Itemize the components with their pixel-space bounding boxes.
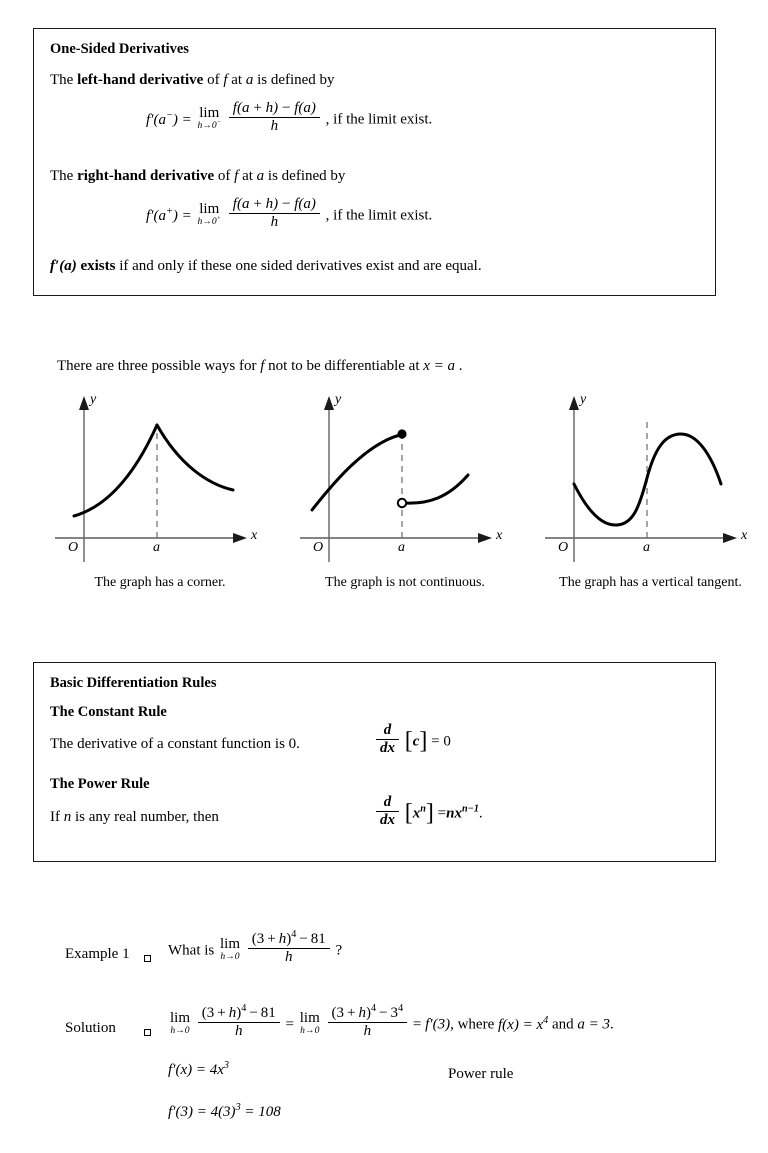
example-question-post: ? xyxy=(335,942,343,959)
right-hand-derivative-equation xyxy=(146,196,433,234)
x-axis-arrowhead xyxy=(723,533,737,543)
sol1-where: , where xyxy=(450,1016,495,1033)
sol1-fprime3: f′(3) xyxy=(425,1016,451,1033)
bracket-close: ] xyxy=(419,728,428,755)
right-eq-numerator: f(a + h) − f(a) xyxy=(232,196,316,213)
sol1-fx: $f(x) = x^4$ xyxy=(497,1014,549,1033)
sol1-denominator-b: h xyxy=(328,1022,408,1040)
conclusion-rest: if and only if these one sided derivatives exist and are equal. xyxy=(115,258,482,274)
bracket-open: [ xyxy=(404,728,413,755)
curve-lower-branch xyxy=(406,475,468,503)
right-hand-derivative-sentence xyxy=(50,167,345,186)
a-label: a xyxy=(398,540,405,555)
power-rule-arg-base: x xyxy=(412,805,421,822)
curve-left-branch xyxy=(74,425,157,516)
x-axis-arrowhead xyxy=(478,533,492,543)
sol1-and: and xyxy=(548,1016,578,1033)
conclusion-exists: exists xyxy=(76,258,116,274)
left-eq-tail: , if the limit exist. xyxy=(325,111,433,128)
constant-rule-ddx xyxy=(376,722,399,757)
x-axis-label: x xyxy=(251,528,258,543)
left-hand-derivative-equation xyxy=(146,100,433,138)
power-rule-equals: = xyxy=(437,805,447,822)
bracket-close: ] xyxy=(425,800,434,827)
right-eq-limit-main: lim xyxy=(199,200,220,217)
constant-rule-dx: dx xyxy=(376,739,399,757)
intro-pre: There are three possible ways for xyxy=(57,358,261,374)
left-eq-limit-main: lim xyxy=(199,104,220,121)
left-hand-derivative-term: left-hand derivative xyxy=(77,72,204,88)
y-axis-label: y xyxy=(90,392,97,407)
sol1-limit-a-sub: h→0 xyxy=(170,1024,190,1036)
right-hand-derivative-term: right-hand derivative xyxy=(77,168,215,184)
figure-discontinuous xyxy=(300,392,510,562)
one-sided-derivatives-box xyxy=(33,28,716,296)
conclusion-fprime: f′(a) xyxy=(50,258,77,274)
sol1-limit-a-main: lim xyxy=(170,1009,191,1026)
sol1-equals-2: = xyxy=(412,1016,422,1033)
right-sentence-f: f xyxy=(234,168,239,184)
sol1-numerator-b: $(3 + h)^4 - 3^4$ xyxy=(331,1003,404,1022)
power-rule-ddx xyxy=(376,794,399,829)
figure-vertical-tangent-svg xyxy=(545,392,760,562)
origin-label: O xyxy=(313,540,324,555)
y-axis-label: y xyxy=(580,392,587,407)
one-sided-conclusion xyxy=(50,257,482,276)
figure-vertical-tangent xyxy=(545,392,760,562)
curve-right-branch xyxy=(157,425,233,490)
sol1-a3: a = 3 xyxy=(577,1016,611,1033)
solution-label: Solution xyxy=(65,1020,116,1036)
differentiability-intro-sentence xyxy=(57,358,463,375)
power-rule-arg-exp: n xyxy=(420,803,426,815)
figure-corner-caption: The graph has a corner. xyxy=(94,575,226,590)
power-rule-equation xyxy=(374,794,483,832)
sol1-numerator-a: $(3 + h)^4 - 81$ xyxy=(201,1003,276,1022)
left-sentence-a: a xyxy=(245,72,254,88)
power-rule-text xyxy=(50,808,219,827)
origin-label: O xyxy=(68,540,79,555)
open-endpoint-circle xyxy=(398,499,406,507)
left-eq-denominator: h xyxy=(229,117,320,135)
example-bullet-icon xyxy=(144,950,151,968)
right-sentence-pre: The xyxy=(50,168,78,184)
power-rule-rhs-coef: n xyxy=(446,805,455,822)
left-hand-derivative-sentence xyxy=(50,71,335,90)
sol1-period: . xyxy=(610,1016,614,1033)
right-eq-limit-sub: h→0+ xyxy=(197,214,222,227)
power-rule-n: n xyxy=(63,809,72,825)
solution-line-2-note: Power rule xyxy=(448,1066,514,1082)
left-eq-fraction xyxy=(229,100,320,135)
intro-f: f xyxy=(260,358,265,374)
filled-endpoint-dot xyxy=(397,429,406,438)
sol1-denominator-a: h xyxy=(198,1022,280,1040)
example-fraction xyxy=(248,931,330,966)
example-question xyxy=(168,929,343,969)
sol1-limit-b xyxy=(300,1011,320,1036)
power-rule-rhs-exp: n−1 xyxy=(461,803,479,815)
bracket-open: [ xyxy=(404,800,413,827)
basic-rules-heading: Basic Differentiation Rules xyxy=(50,675,217,691)
intro-xa: x = a xyxy=(423,358,456,374)
left-sentence-mid: of xyxy=(203,72,224,88)
example-limit xyxy=(220,937,240,962)
right-sentence-at: at xyxy=(238,168,257,184)
y-axis-arrowhead xyxy=(324,396,334,410)
left-eq-numerator: f(a + h) − f(a) xyxy=(232,100,316,117)
left-eq-lhs: f′(a−) = xyxy=(146,109,192,128)
curve-upper-branch xyxy=(312,435,400,510)
power-rule-rhs-base: x xyxy=(454,805,462,822)
power-rule-pre: If xyxy=(50,809,64,825)
constant-rule-rhs: = 0 xyxy=(431,733,451,750)
constant-rule-equation xyxy=(374,722,451,760)
y-axis-arrowhead xyxy=(569,396,579,410)
left-sentence-pre: The xyxy=(50,72,78,88)
figure-vertical-tangent-caption: The graph has a vertical tangent. xyxy=(559,575,742,590)
intro-mid: not to be differentiable at xyxy=(264,358,424,374)
example-limit-sub: h→0 xyxy=(220,950,240,962)
example-limit-main: lim xyxy=(220,935,241,952)
sol1-limit-a xyxy=(170,1011,190,1036)
x-axis-arrowhead xyxy=(233,533,247,543)
power-rule-dx: dx xyxy=(376,811,399,829)
power-rule-heading: The Power Rule xyxy=(50,776,150,792)
solution-bullet-icon xyxy=(144,1024,151,1042)
solution-line-1 xyxy=(168,1003,614,1043)
one-sided-derivatives-heading: One-Sided Derivatives xyxy=(50,41,189,57)
constant-rule-argument: c xyxy=(412,733,420,750)
x-axis-label: x xyxy=(496,528,503,543)
sol1-fraction-b xyxy=(328,1005,408,1040)
solution-line-2 xyxy=(168,1062,229,1079)
example-question-pre: What is xyxy=(168,942,215,959)
intro-post: . xyxy=(455,358,463,374)
a-label: a xyxy=(153,540,160,555)
origin-label: O xyxy=(558,540,569,555)
right-eq-tail: , if the limit exist. xyxy=(325,207,433,224)
constant-rule-text: The derivative of a constant function is 0. xyxy=(50,736,300,752)
y-axis-arrowhead xyxy=(79,396,89,410)
left-sentence-at: at xyxy=(227,72,246,88)
power-rule-d: d xyxy=(383,794,392,811)
sol1-fraction-a xyxy=(198,1005,280,1040)
example-denominator: h xyxy=(248,948,330,966)
sol1-limit-b-sub: h→0 xyxy=(300,1024,320,1036)
sol3-evaluate: $f'(3) = 4(3)^3 = 108$ xyxy=(168,1102,281,1120)
figure-discontinuous-caption: The graph is not continuous. xyxy=(325,575,485,590)
constant-rule-d: d xyxy=(383,722,392,739)
y-axis-label: y xyxy=(335,392,342,407)
left-sentence-post: is defined by xyxy=(253,72,335,88)
example-label: Example 1 xyxy=(65,946,130,962)
sol2-derivative: $f'(x) = 4x^3$ xyxy=(168,1060,230,1078)
right-sentence-mid: of xyxy=(214,168,235,184)
figure-corner xyxy=(55,392,265,562)
right-sentence-post: is defined by xyxy=(264,168,346,184)
power-rule-post: is any real number, then xyxy=(71,809,219,825)
x-axis-label: x xyxy=(741,528,748,543)
power-rule-period: . xyxy=(478,805,483,822)
sol1-limit-b-main: lim xyxy=(299,1009,320,1026)
sol1-equals-1: = xyxy=(285,1016,295,1033)
figure-corner-svg xyxy=(55,392,265,562)
right-eq-fraction xyxy=(229,196,320,231)
figure-discontinuous-svg xyxy=(300,392,510,562)
right-eq-denominator: h xyxy=(229,213,320,231)
left-eq-limit-sub: h→0− xyxy=(197,118,222,131)
solution-line-3 xyxy=(168,1104,281,1121)
left-sentence-f: f xyxy=(223,72,228,88)
basic-differentiation-rules-box xyxy=(33,662,716,862)
right-eq-limit xyxy=(197,202,221,227)
right-eq-lhs: f′(a+) = xyxy=(146,205,192,224)
right-sentence-a: a xyxy=(256,168,265,184)
left-eq-limit xyxy=(197,106,221,131)
a-label: a xyxy=(643,540,650,555)
example-numerator: $(3 + h)^4 - 81$ xyxy=(251,929,326,948)
constant-rule-heading: The Constant Rule xyxy=(50,704,167,720)
